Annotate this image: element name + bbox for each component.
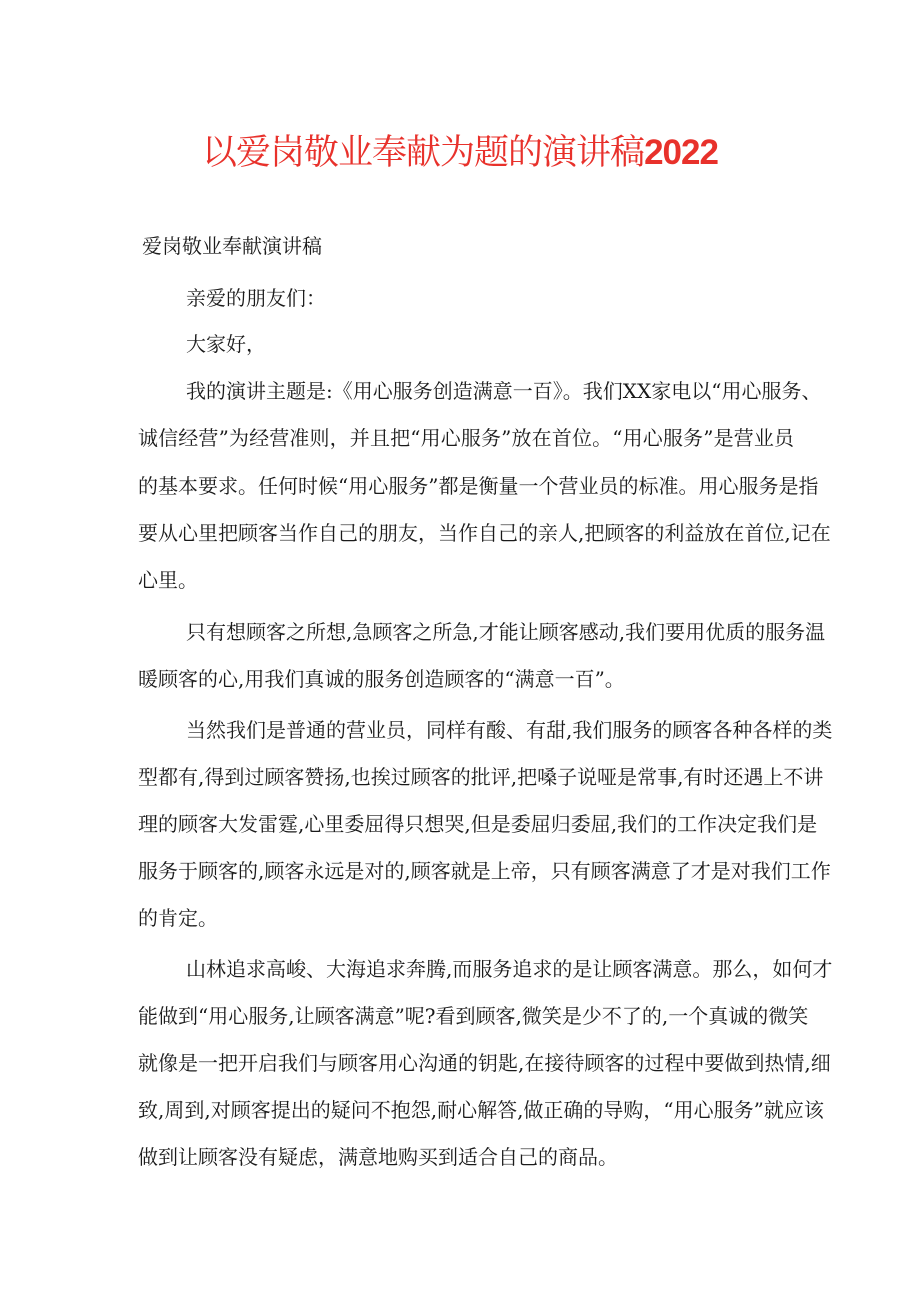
paragraph-line: 心里。	[138, 568, 198, 592]
salutation: 亲爱的朋友们：	[186, 286, 326, 310]
title-year: 2022	[644, 133, 718, 172]
paragraph-line: 诚信经营”为经营准则，并且把“用心服务”放在首位。“用心服务”是营业员	[138, 426, 794, 450]
subtitle: 爱岗敬业奉献演讲稿	[142, 234, 322, 258]
page-title	[0, 128, 920, 178]
paragraph-line: 型都有,得到过顾客赞扬,也挨过顾客的批评,把嗓子说哑是常事,有时还遇上不讲	[138, 765, 824, 789]
paragraph-line: 我的演讲主题是:《用心服务创造满意一百》。我们XX家电以“用心服务、	[186, 379, 822, 403]
title-text: 以爱岗敬业奉献为题的演讲稿	[202, 133, 645, 173]
paragraph-line: 理的顾客大发雷霆,心里委屈得只想哭,但是委屈归委屈,我们的工作决定我们是	[138, 812, 818, 836]
paragraph-line: 能做到“用心服务,让顾客满意”呢?看到顾客,微笑是少不了的,一个真诚的微笑	[138, 1004, 809, 1028]
paragraph-line: 做到让顾客没有疑虑，满意地购买到适合自己的商品。	[138, 1145, 618, 1169]
paragraph-line: 的肯定。	[138, 906, 218, 930]
paragraph-line: 暖顾客的心,用我们真诚的服务创造顾客的“满意一百”。	[138, 667, 625, 691]
paragraph-line: 的基本要求。任何时候“用心服务”都是衡量一个营业员的标准。用心服务是指	[138, 474, 819, 498]
greeting: 大家好，	[186, 332, 266, 356]
paragraph-line: 当然我们是普通的营业员，同样有酸、有甜,我们服务的顾客各种各样的类	[186, 718, 833, 742]
paragraph-line: 致,周到,对顾客提出的疑问不抱怨,耐心解答,做正确的导购，“用心服务”就应该	[138, 1098, 824, 1122]
paragraph-line: 服务于顾客的,顾客永远是对的,顾客就是上帝，只有顾客满意了才是对我们工作	[138, 859, 831, 883]
paragraph-line: 就像是一把开启我们与顾客用心沟通的钥匙,在接待顾客的过程中要做到热情,细	[138, 1051, 831, 1075]
paragraph-line: 要从心里把顾客当作自己的朋友，当作自己的亲人,把顾客的利益放在首位,记在	[138, 521, 831, 545]
paragraph-line: 山林追求高峻、大海追求奔腾,而服务追求的是让顾客满意。那么，如何才	[186, 957, 833, 981]
paragraph-line: 只有想顾客之所想,急顾客之所急,才能让顾客感动,我们要用优质的服务温	[186, 620, 826, 644]
